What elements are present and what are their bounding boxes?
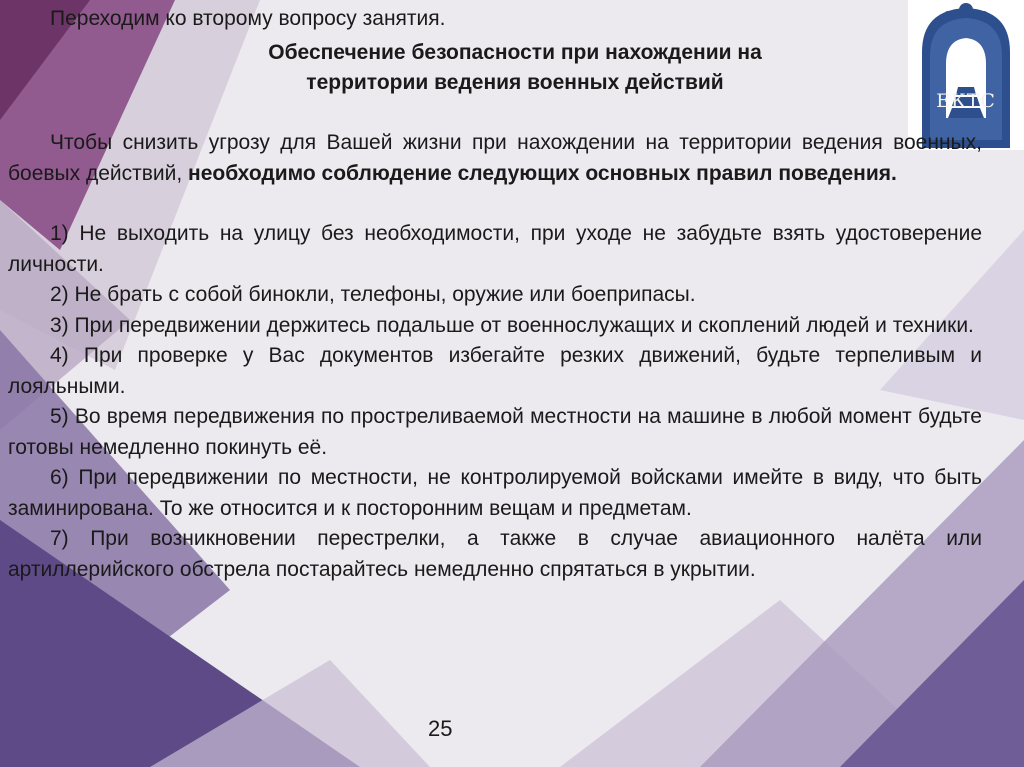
title-line-1: Обеспечение безопасности при нахождении на (268, 41, 762, 64)
page-number: 25 (428, 716, 453, 741)
lead-text: Чтобы снизить угрозу для Вашей жизни при нахождении на территории ведения военных, боевых действий, (8, 131, 982, 185)
title-line-2: территории ведения военных действий (306, 71, 724, 94)
intro-text: Переходим ко второму вопросу занятия. (50, 7, 446, 30)
rule-item: 5) Во время передвижения по простреливаемой местности на машине в любой момент будьте готовы немедленно покинуть её. (8, 405, 982, 459)
slide-title (200, 38, 830, 98)
rule-item: 7) При возникновении перестрелки, а также в случае авиационного налёта или артиллерийского обстрела постарайтесь немедленно спрятаться в укрытии. (8, 527, 982, 581)
lead-bold-text: необходимо соблюдение следующих основных правил поведения. (188, 161, 897, 185)
paragraph-gap (8, 189, 982, 219)
lead-paragraph (8, 128, 982, 189)
logo-text: ЕКТС (936, 90, 996, 112)
rule-item: 4) При проверке у Вас документов избегайте резких движений, будьте терпеливым и лояльными. (8, 344, 982, 398)
rule-item: 1) Не выходить на улицу без необходимости, при уходе не забудьте взять удостоверение личности. (8, 222, 982, 276)
rule-item: 2) Не брать с собой бинокли, телефоны, оружие или боеприпасы. (50, 283, 696, 306)
rule-item: 3) При передвижении держитесь подальше от военнослужащих и скоплений людей и техники. (50, 313, 974, 337)
rule-item: 6) При передвижении по местности, не контролируемой войсками имейте в виду, что быть заминирована. То же относится и к посторонним вещам и предметам. (8, 466, 982, 520)
slide-body (8, 128, 982, 585)
